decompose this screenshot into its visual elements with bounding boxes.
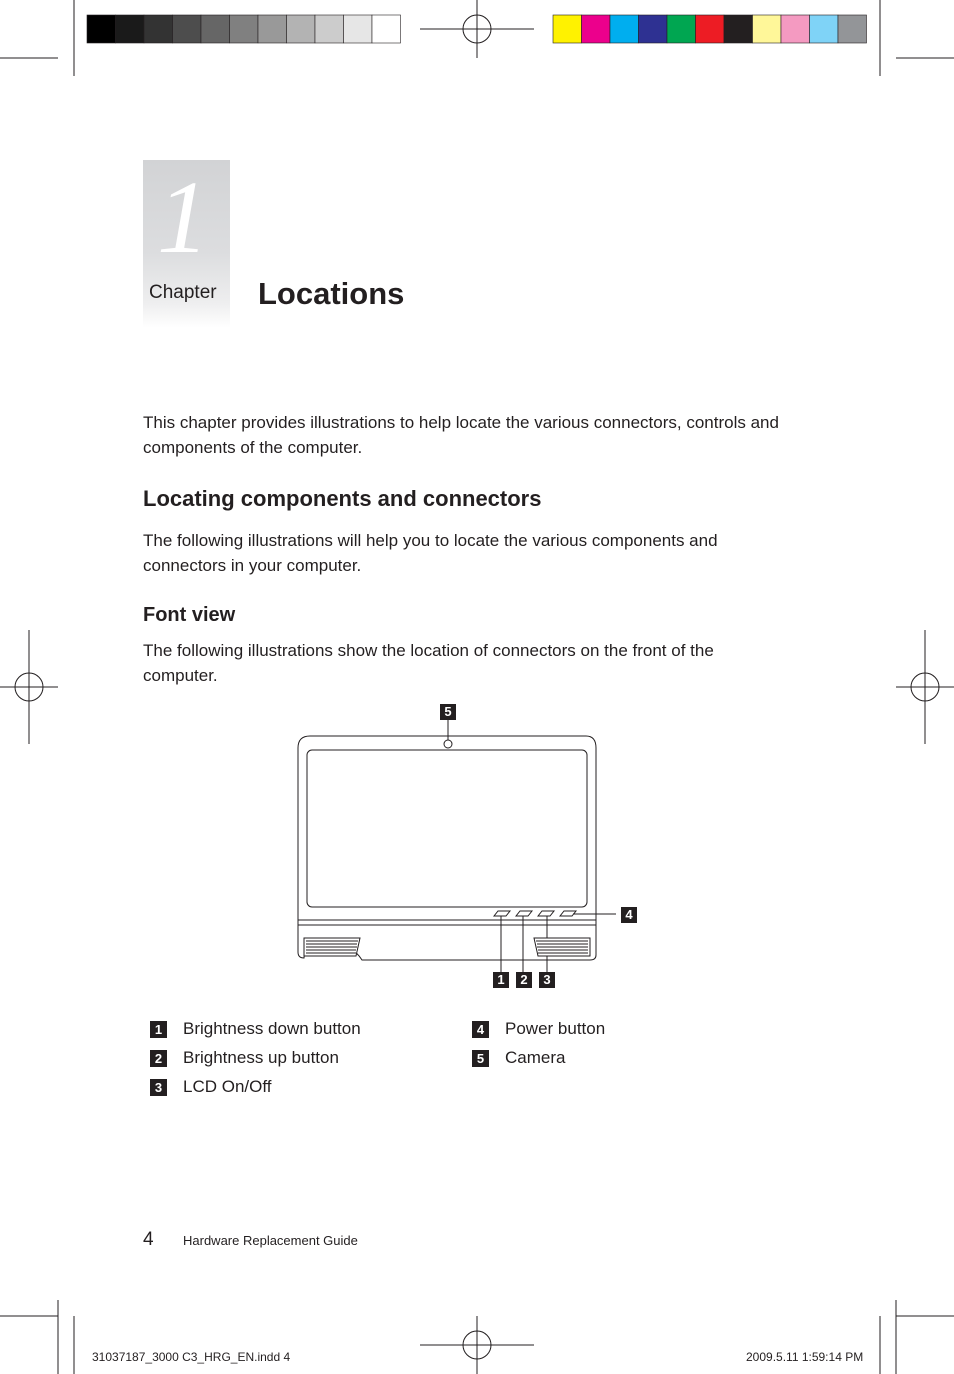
legend-number: 1 [150,1021,167,1038]
chapter-number: 1 [157,160,209,275]
color-swatch [639,15,668,43]
color-swatch [230,15,259,43]
color-swatch [116,15,145,43]
color-swatch [610,15,639,43]
lcd-toggle-icon [538,911,554,916]
legend-label: Power button [505,1019,606,1038]
color-swatch [582,15,611,43]
color-swatch [144,15,173,43]
color-swatch [781,15,810,43]
color-swatch [344,15,373,43]
color-swatch [810,15,839,43]
chapter-label: Chapter [149,282,217,303]
subsection-paragraph: The following illustrations show the location of connectors on the front of the computer. [143,641,714,685]
legend-label: Brightness down button [183,1019,361,1038]
color-swatch [753,15,782,43]
chapter-title: Locations [258,276,405,311]
legend-number: 3 [150,1079,167,1096]
camera-icon [444,740,452,748]
legend-label: LCD On/Off [183,1077,272,1096]
legend-label: Brightness up button [183,1048,339,1067]
legend-number: 4 [472,1021,489,1038]
color-swatch [315,15,344,43]
gray-color-bar [87,15,401,43]
callout-4: 4 [621,907,637,923]
running-footer: Hardware Replacement Guide [183,1233,358,1248]
legend-label: Camera [505,1048,566,1067]
callout-5: 5 [440,704,456,720]
subsection-heading: Font view [143,604,236,626]
page-number: 4 [143,1229,154,1250]
slug-timestamp: 2009.5.11 1:59:14 PM [746,1350,864,1364]
chapter-tab [143,160,230,328]
color-swatch [372,15,401,43]
brightness-down-icon [494,911,510,916]
process-color-bar [553,15,867,43]
intro-paragraph: This chapter provides illustrations to help locate the various connectors, controls and components of the computer. [143,413,779,457]
callout-2: 2 [516,972,532,988]
legend-number: 5 [472,1050,489,1067]
section-heading: Locating components and connectors [143,486,542,511]
color-swatch [173,15,202,43]
color-swatch [287,15,316,43]
legend-number: 2 [150,1050,167,1067]
color-swatch [553,15,582,43]
brightness-up-icon [516,911,532,916]
color-swatch [258,15,287,43]
color-swatch [201,15,230,43]
color-swatch [87,15,116,43]
section-paragraph: The following illustrations will help you to locate the various components and connectors in your computer. [143,531,718,575]
callout-3: 3 [539,972,555,988]
color-swatch [696,15,725,43]
color-swatch [838,15,867,43]
color-swatch [724,15,753,43]
callout-1: 1 [493,972,509,988]
front-view-illustration [290,700,650,1000]
slug-filename: 31037187_3000 C3_HRG_EN.indd 4 [92,1350,291,1364]
color-swatch [667,15,696,43]
